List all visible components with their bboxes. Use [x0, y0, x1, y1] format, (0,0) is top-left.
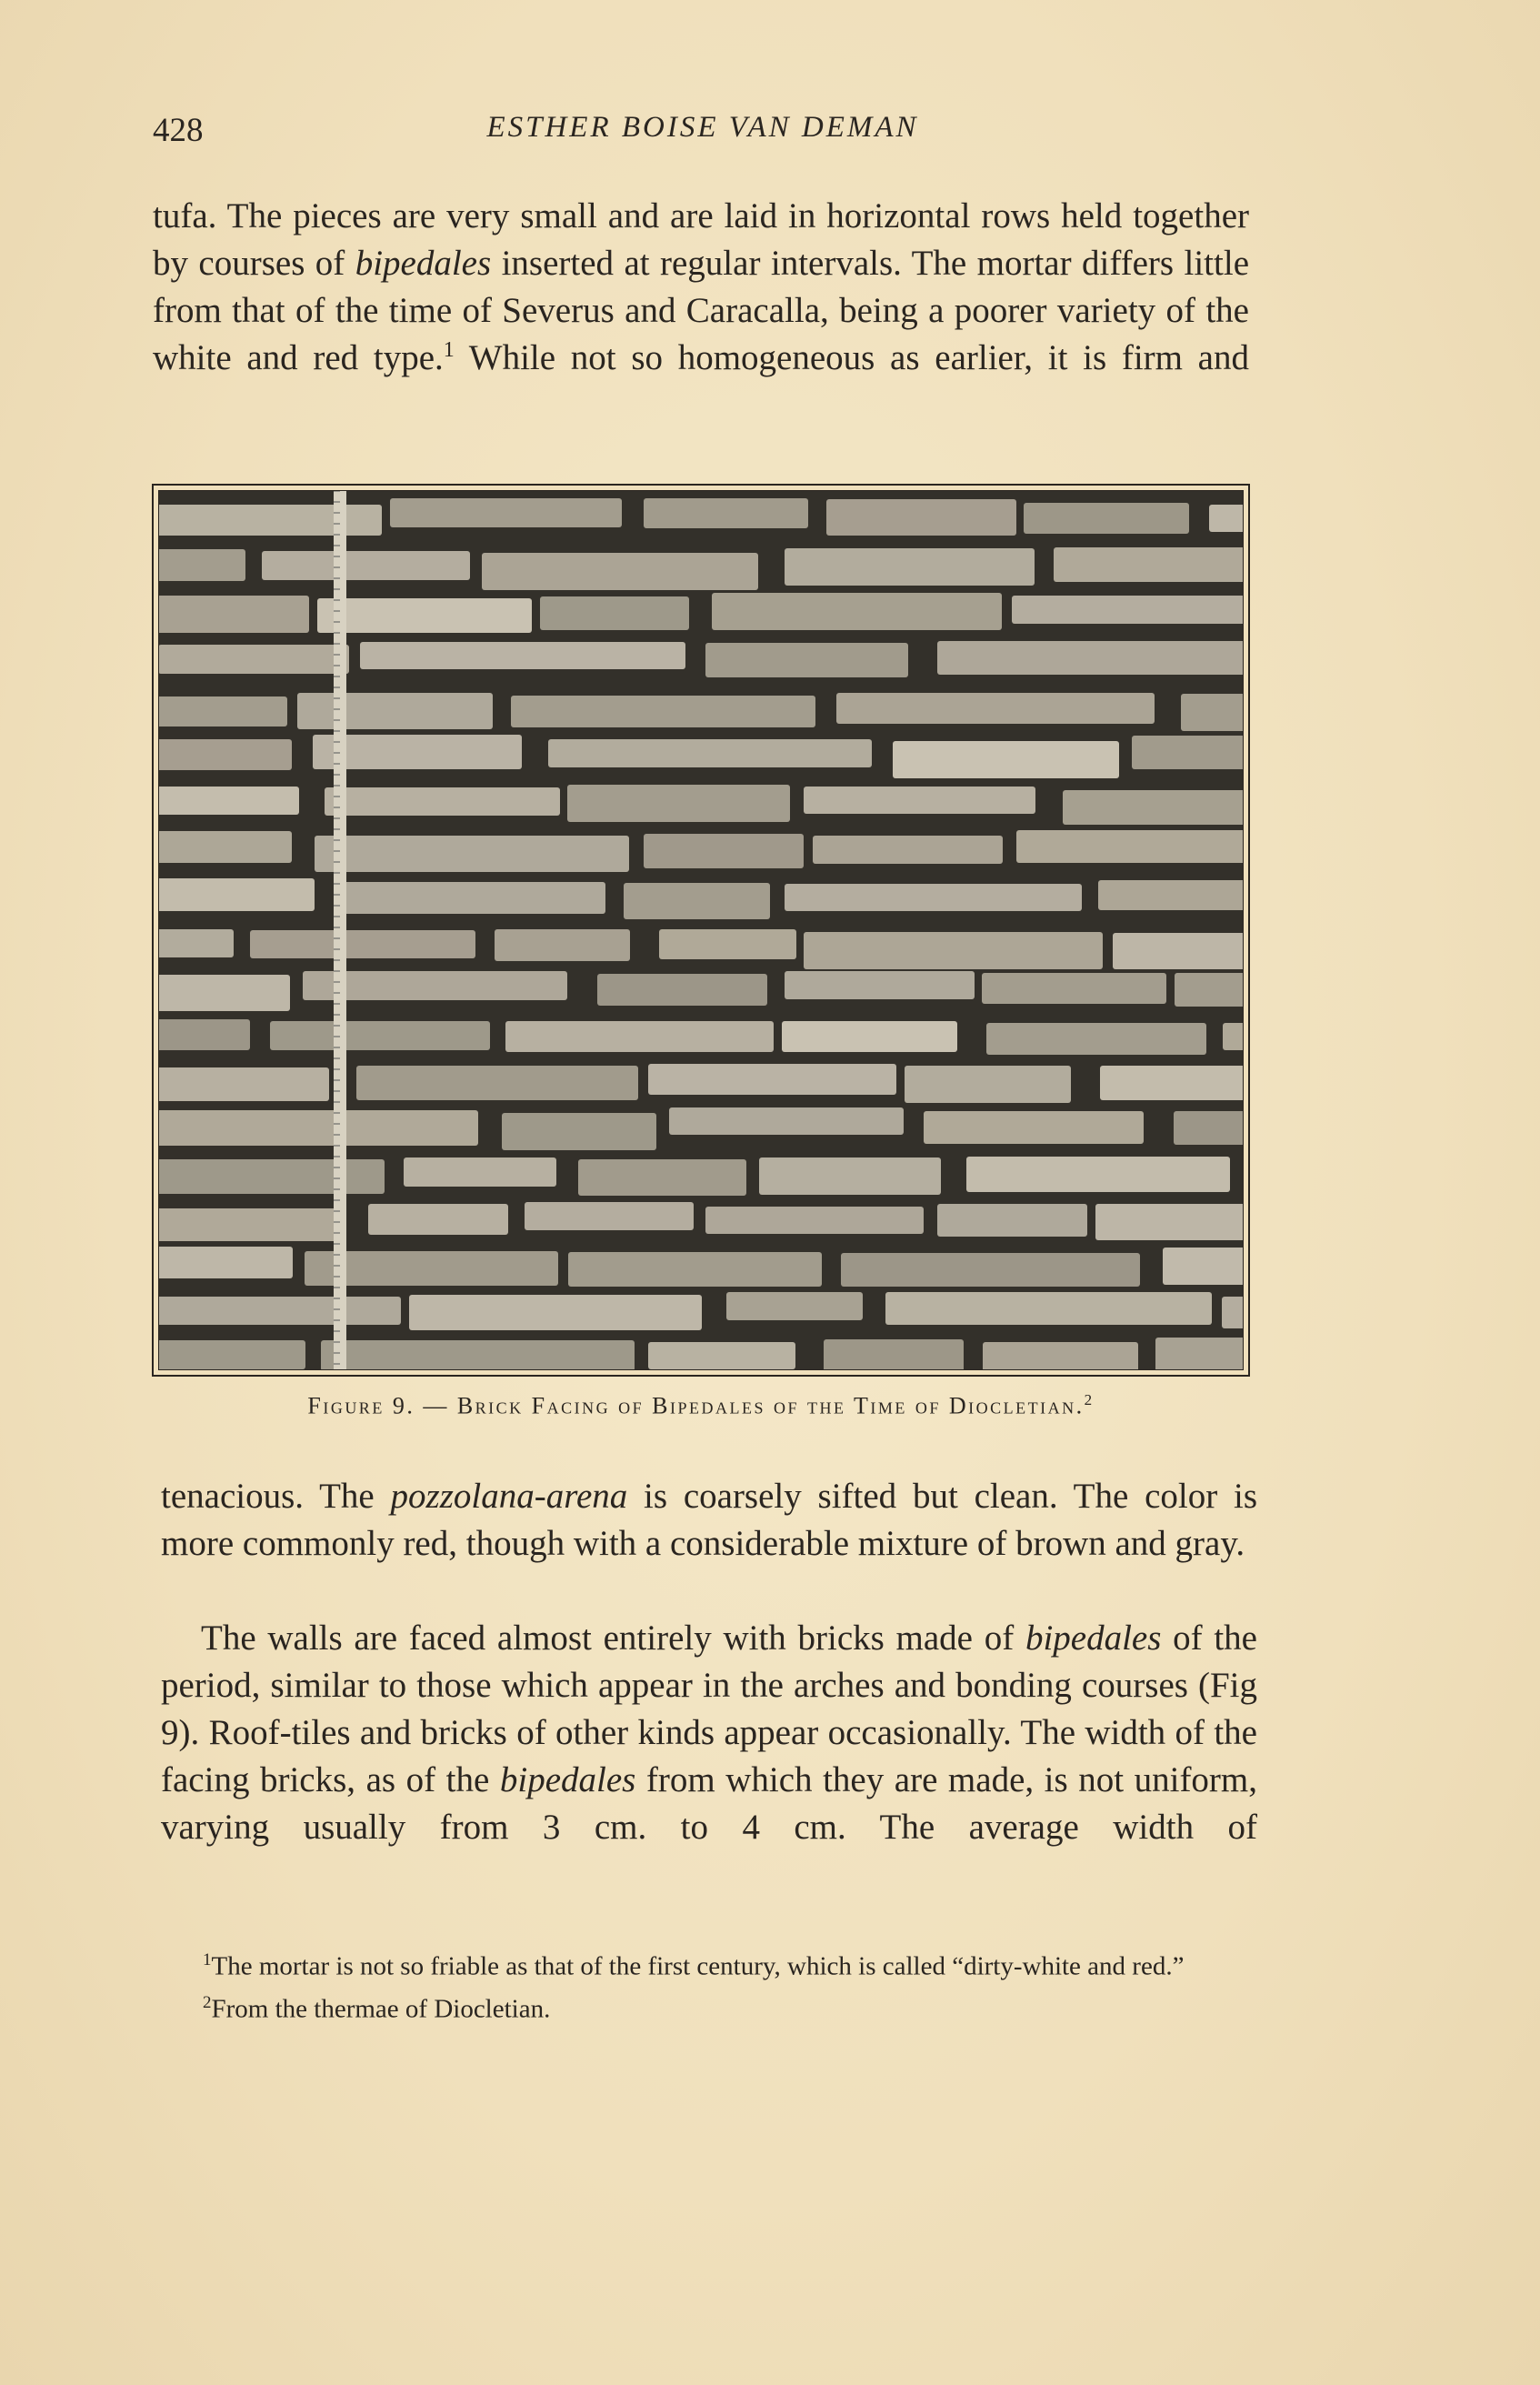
- brick: [1222, 1297, 1244, 1328]
- brick: [1163, 1248, 1244, 1285]
- brick: [826, 499, 1016, 536]
- brick: [159, 1297, 401, 1325]
- brick: [712, 593, 1002, 630]
- brick: [836, 693, 1155, 724]
- brick: [726, 1292, 863, 1320]
- brick: [159, 696, 287, 727]
- paragraph-text: tenacious. The: [161, 1477, 391, 1516]
- brick: [159, 975, 290, 1011]
- brick: [495, 929, 630, 961]
- paragraph-top: [153, 193, 1249, 382]
- brick: [1054, 547, 1244, 582]
- brick: [1223, 1023, 1244, 1050]
- brick: [1012, 596, 1244, 624]
- brick: [1181, 694, 1244, 731]
- brick: [390, 498, 622, 527]
- brick: [159, 1159, 385, 1194]
- brick: [1132, 736, 1244, 769]
- brick: [785, 884, 1082, 911]
- brick: [785, 548, 1035, 586]
- brick: [404, 1157, 556, 1187]
- brick: [262, 551, 470, 580]
- brick: [315, 836, 629, 872]
- brick: [893, 741, 1119, 778]
- brick: [937, 1204, 1087, 1237]
- brick: [804, 932, 1103, 969]
- brick: [159, 1208, 346, 1241]
- brick: [159, 878, 315, 911]
- brick: [1098, 880, 1244, 910]
- brick: [270, 1021, 490, 1050]
- brick: [648, 1064, 896, 1095]
- italic-term: bipedales: [1025, 1618, 1162, 1658]
- brick: [409, 1295, 702, 1330]
- brick: [505, 1021, 774, 1052]
- brick: [568, 1252, 822, 1287]
- paragraph-text: The walls are faced almost entirely with bricks made of: [201, 1618, 1025, 1658]
- brick: [659, 929, 796, 959]
- brick: [250, 930, 475, 958]
- brick: [1174, 1111, 1244, 1145]
- brick: [548, 739, 872, 767]
- paragraph-text: inserted at regular intervals. The mortar differs little from that of the time of Severus and Caracalla, being a poorer variety of the white and red type.: [153, 244, 1250, 377]
- footnote-text: The mortar is not so friable as that of the first century, which is called “dirty-white and red.”: [211, 1951, 1185, 1981]
- italic-term: bipedales: [355, 244, 492, 283]
- brick: [360, 642, 685, 669]
- footnote-ref: 1: [443, 338, 455, 362]
- running-head: ESTHER BOISE VAN DEMAN: [486, 111, 919, 144]
- brick: [525, 1202, 694, 1230]
- brick: [982, 973, 1166, 1004]
- brick: [159, 549, 245, 581]
- brick: [1024, 503, 1189, 534]
- brick: [1175, 973, 1244, 1007]
- brick: [159, 645, 349, 674]
- brick: [937, 641, 1244, 675]
- brick: [356, 1066, 638, 1100]
- brick: [578, 1159, 746, 1196]
- brick: [159, 739, 292, 770]
- footnote-text: From the thermae of Diocletian.: [211, 1994, 551, 2024]
- page-number: 428: [153, 112, 204, 149]
- brick-wall-photo: [158, 490, 1244, 1370]
- brick: [648, 1342, 795, 1369]
- paragraph-walls: [161, 1615, 1257, 1851]
- brick: [785, 971, 975, 999]
- brick: [966, 1157, 1230, 1192]
- brick: [540, 596, 689, 630]
- brick: [824, 1339, 964, 1370]
- page-header: [153, 111, 1253, 156]
- brick: [567, 785, 790, 822]
- brick: [1209, 505, 1244, 532]
- brick: [159, 787, 299, 815]
- footnote-mark: 1: [203, 1950, 212, 1969]
- paragraph-text: tufa. The pieces are very small and are laid in horizontal rows held together by courses of: [153, 196, 1249, 283]
- italic-term: bipedales: [499, 1760, 636, 1799]
- figure-caption: [152, 1391, 1250, 1420]
- paragraph-text: is coarsely sifted but clean. The color is more commonly red, though with a considerable mixture of brown and gray.: [161, 1477, 1258, 1563]
- caption-text: Figure 9. — Brick Facing of Bipedales of the Time of Diocletian.: [307, 1392, 1085, 1419]
- footnote-2: [161, 1985, 1257, 2028]
- paragraph-text: from which they are made, is not uniform, varying usually from 3 cm. to 4 cm. The average width of: [161, 1760, 1258, 1847]
- brick: [482, 553, 758, 590]
- brick: [644, 834, 804, 868]
- paragraph-after-figure: [161, 1473, 1257, 1568]
- brick: [705, 1207, 924, 1234]
- figure-frame: [152, 484, 1250, 1377]
- brick: [502, 1113, 656, 1150]
- brick: [813, 836, 1003, 864]
- brick: [159, 596, 309, 633]
- brick: [905, 1066, 1071, 1103]
- brick: [321, 1340, 635, 1370]
- brick: [159, 1110, 478, 1146]
- brick: [624, 883, 770, 919]
- brick: [804, 787, 1035, 814]
- brick: [297, 693, 493, 729]
- brick: [1100, 1066, 1244, 1100]
- brick: [159, 1340, 305, 1369]
- brick: [841, 1253, 1140, 1287]
- brick: [1063, 790, 1244, 825]
- brick: [317, 598, 532, 633]
- italic-term: pozzolana-arena: [390, 1477, 628, 1516]
- brick: [924, 1111, 1144, 1144]
- brick: [644, 498, 808, 528]
- footnote-ref: 2: [1084, 1391, 1095, 1408]
- paragraph-text: of the period, similar to those which appear in the arches and bonding courses (Fig 9). Roof-tiles and bricks of other kinds appear occasionally. The width of the facing bricks, as of the: [161, 1618, 1257, 1799]
- brick: [782, 1021, 957, 1052]
- brick: [983, 1342, 1138, 1370]
- brick: [986, 1023, 1206, 1055]
- brick-wall-image: [159, 491, 1244, 1370]
- measuring-rule: [334, 491, 346, 1370]
- brick: [511, 696, 815, 727]
- brick: [159, 1019, 250, 1050]
- brick: [1155, 1338, 1244, 1370]
- brick: [368, 1204, 508, 1235]
- brick: [334, 882, 605, 914]
- brick: [759, 1157, 941, 1195]
- footnote-1: [161, 1942, 1257, 1985]
- footnotes: [161, 1942, 1257, 2027]
- brick: [159, 1247, 293, 1278]
- brick: [669, 1107, 904, 1135]
- brick: [325, 787, 560, 816]
- paragraph-text: While not so homogeneous as earlier, it is firm and: [454, 338, 1249, 377]
- brick: [1095, 1204, 1244, 1240]
- brick: [159, 505, 382, 536]
- brick: [705, 643, 908, 677]
- brick: [597, 974, 767, 1006]
- brick: [159, 831, 292, 863]
- brick: [159, 929, 234, 957]
- brick: [159, 1067, 329, 1101]
- brick: [1016, 830, 1244, 863]
- brick: [885, 1292, 1212, 1325]
- brick: [1113, 933, 1244, 969]
- footnote-mark: 2: [203, 1992, 212, 2012]
